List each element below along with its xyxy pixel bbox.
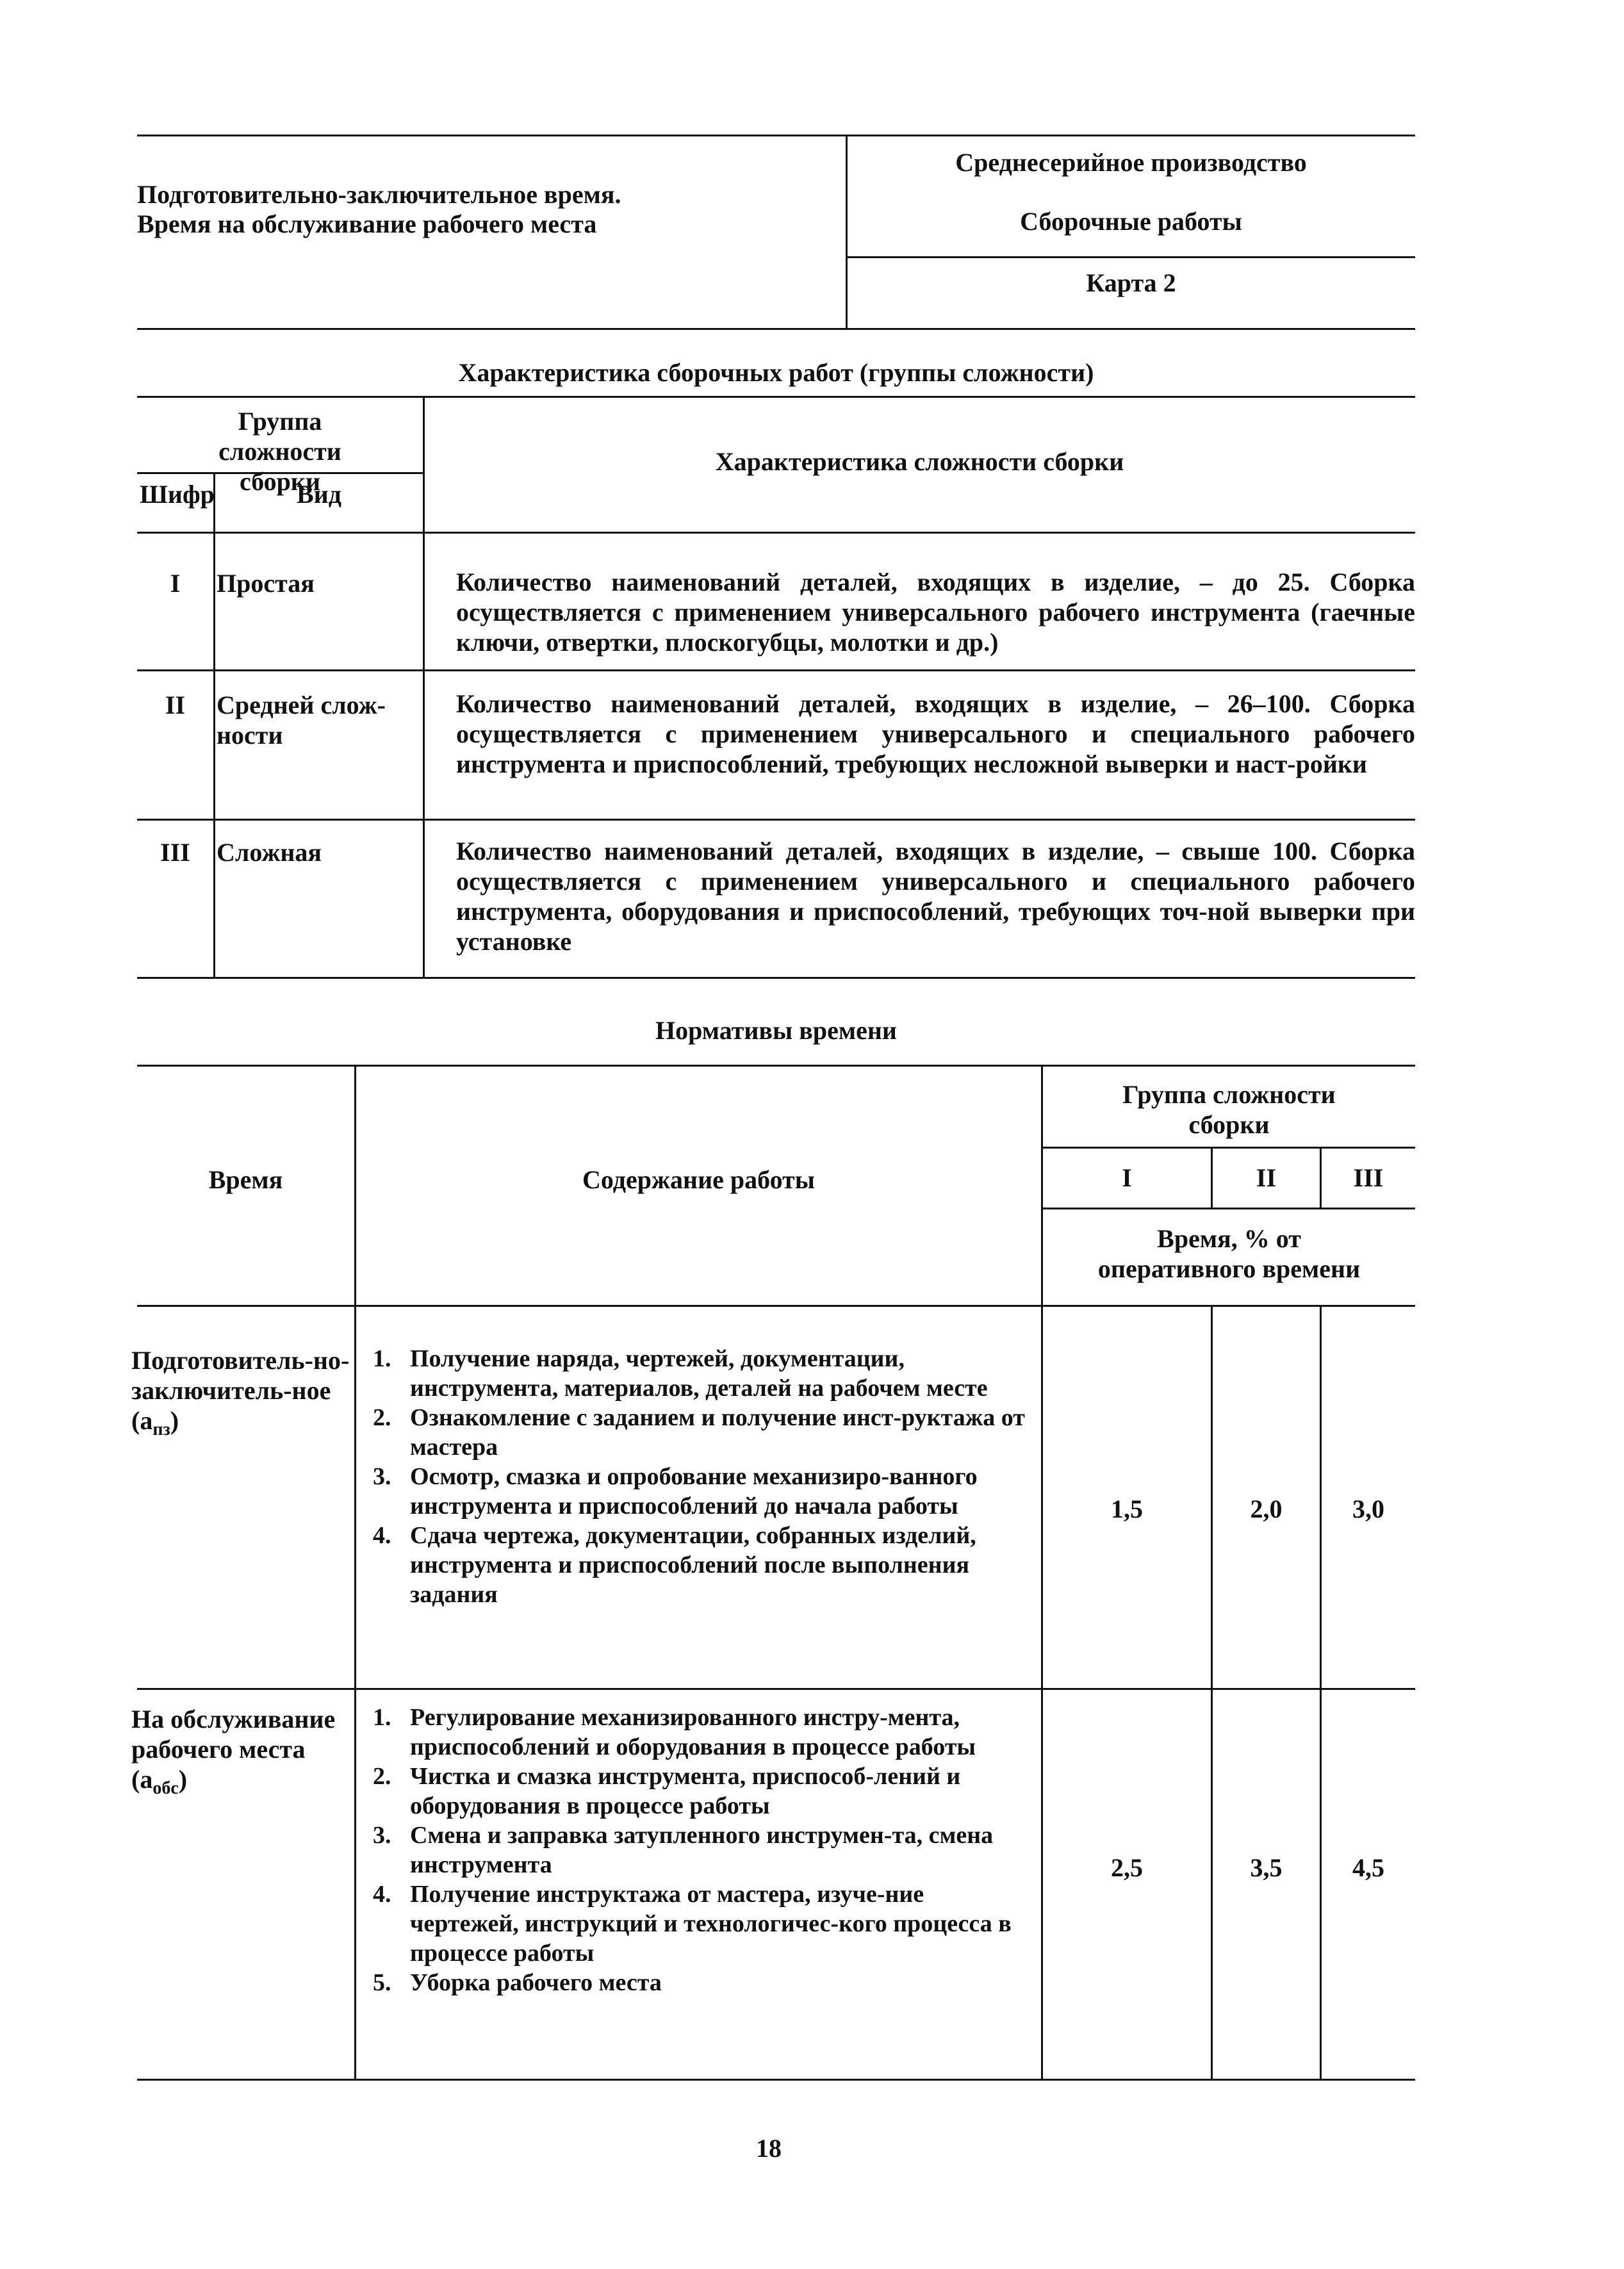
table2-group-rule: [1041, 1147, 1415, 1149]
header-production-type: Среднесерийное производство: [955, 148, 1307, 177]
table1-row-kind: Сложная: [217, 838, 322, 867]
table1-header-characteristic: Характеристика сложности сборки: [715, 447, 1124, 476]
list-item: 3. Смена и заправка затупленного инструмен-та, смена инструмента: [373, 1822, 994, 1878]
table2-work-list: [373, 1703, 1026, 1997]
table1-head-bottom-rule: [137, 532, 1415, 534]
table1-row-code: I: [170, 569, 181, 598]
table2-col-divider: [1320, 1305, 1322, 2080]
table2-header-group-III: III: [1353, 1163, 1384, 1192]
section1-title: Характеристика сборочных работ (группы сложности): [458, 358, 1094, 387]
table1-code-divider: [213, 473, 215, 978]
header-left-line2: Время на обслуживание рабочего места: [137, 209, 597, 238]
list-item: 4. Получение инструктажа от мастера, изуче-ние чертежей, инструкций и технологичес-кого процесса в процессе работы: [373, 1881, 1012, 1967]
table2-row-rule: [137, 1688, 1415, 1690]
table1-row2-rule: [137, 819, 1415, 821]
table2-value-I: 2,5: [1111, 1853, 1143, 1882]
time-label-close: ): [170, 1406, 179, 1435]
table2-bottom-rule: [137, 2079, 1415, 2081]
header-left-line1: Подготовительно-заключительное время.: [137, 180, 621, 209]
table2-value-III: 3,0: [1352, 1495, 1384, 1523]
table2-time-label: [131, 1345, 354, 1439]
header-right-rule: [847, 256, 1415, 258]
table1-header-kind: Вид: [297, 480, 341, 509]
table1-header-group: Группа сложности сборки: [218, 407, 341, 496]
table2-header-work: Содержание работы: [582, 1165, 815, 1194]
header-work-type: Сборочные работы: [1020, 207, 1242, 236]
table2-header-time: Время: [208, 1165, 283, 1194]
table1-row-kind: Средней слож-ности: [217, 691, 386, 750]
table2-time-divider: [354, 1065, 356, 2080]
table2-value-I: 1,5: [1111, 1495, 1143, 1523]
table1-group-divider: [423, 396, 425, 978]
table2-head-bottom-rule: [137, 1305, 1415, 1307]
table2-header-group-II: II: [1256, 1163, 1277, 1192]
header-card-number: Карта 2: [1086, 268, 1176, 297]
list-item: 1. Регулирование механизированного инстру-мента, приспособлений и оборудования в процессе работы: [373, 1704, 976, 1760]
table1-row-text: Количество наименований деталей, входящих в изделие, – свыше 100. Сборка осуществляется с применением универсального и специального рабочего инструмента, оборудования и приспособлений, требующих точ-ной выверки при установке: [456, 837, 1415, 956]
page-number: 18: [756, 2134, 782, 2163]
list-item: 4. Сдача чертежа, документации, собранных изделий, инструмента и приспособлений после выполнения задания: [373, 1522, 976, 1608]
table2-work-divider: [1041, 1065, 1043, 2080]
table1-row-text: Количество наименований деталей, входящих в изделие, – до 25. Сборка осуществляется с применением универсального рабочего инструмента (гаечные ключи, отвертки, плоскогубцы, молотки и др.): [456, 568, 1415, 657]
list-item: 2. Чистка и смазка инструмента, приспособ-лений и оборудования в процессе работы: [373, 1763, 961, 1819]
table2-value-II: 2,0: [1250, 1495, 1283, 1523]
time-label-subscript: пз: [152, 1420, 170, 1439]
table1-row1-rule: [137, 669, 1415, 671]
table2-header-unit: Время, % от оперативного времени: [1097, 1224, 1361, 1283]
table2-top-rule: [137, 1065, 1415, 1067]
time-label-text: На обслуживание рабочего места (а: [131, 1705, 336, 1794]
table2-col-divider: [1211, 1305, 1213, 2080]
table2-time-label: [131, 1704, 354, 1798]
time-label-close: ): [178, 1765, 188, 1794]
table1-top-rule: [137, 396, 1415, 398]
header-top-rule: [137, 135, 1415, 136]
list-item: 2. Ознакомление с заданием и получение инст-руктажа от мастера: [373, 1404, 1025, 1461]
table1-row-text: Количество наименований деталей, входящих в изделие, – 26–100. Сборка осуществляется с применением универсального и специального рабочего инструмента и приспособлений, требующих несложной выверки и наст-ройки: [456, 689, 1415, 778]
table1-row-code: II: [165, 691, 186, 719]
time-label-subscript: обс: [152, 1778, 179, 1798]
table1-row-kind: Простая: [217, 569, 315, 598]
section2-title: Нормативы времени: [655, 1016, 897, 1045]
table2-value-II: 3,5: [1250, 1853, 1283, 1882]
table2-value-III: 4,5: [1352, 1853, 1384, 1882]
list-item: 1. Получение наряда, чертежей, документации, инструмента, материалов, деталей на рабочем месте: [373, 1345, 988, 1402]
list-item: 5. Уборка рабочего места: [373, 1969, 662, 1996]
list-item: 3. Осмотр, смазка и опробование механизиро-ванного инструмента и приспособлений до начала работы: [373, 1463, 978, 1519]
table2-header-group: Группа сложности сборки: [1122, 1080, 1336, 1139]
table1-header-code: Шифр: [140, 480, 215, 509]
table2-header-group-I: I: [1122, 1163, 1132, 1192]
table2-roman-rule: [1041, 1208, 1415, 1209]
header-bottom-rule: [137, 328, 1415, 330]
table1-bottom-rule: [137, 977, 1415, 979]
table1-row-code: III: [160, 838, 190, 867]
table2-work-list: [373, 1344, 1026, 1609]
time-label-text: Подготовитель-но-заключитель-ное (а: [131, 1346, 350, 1435]
